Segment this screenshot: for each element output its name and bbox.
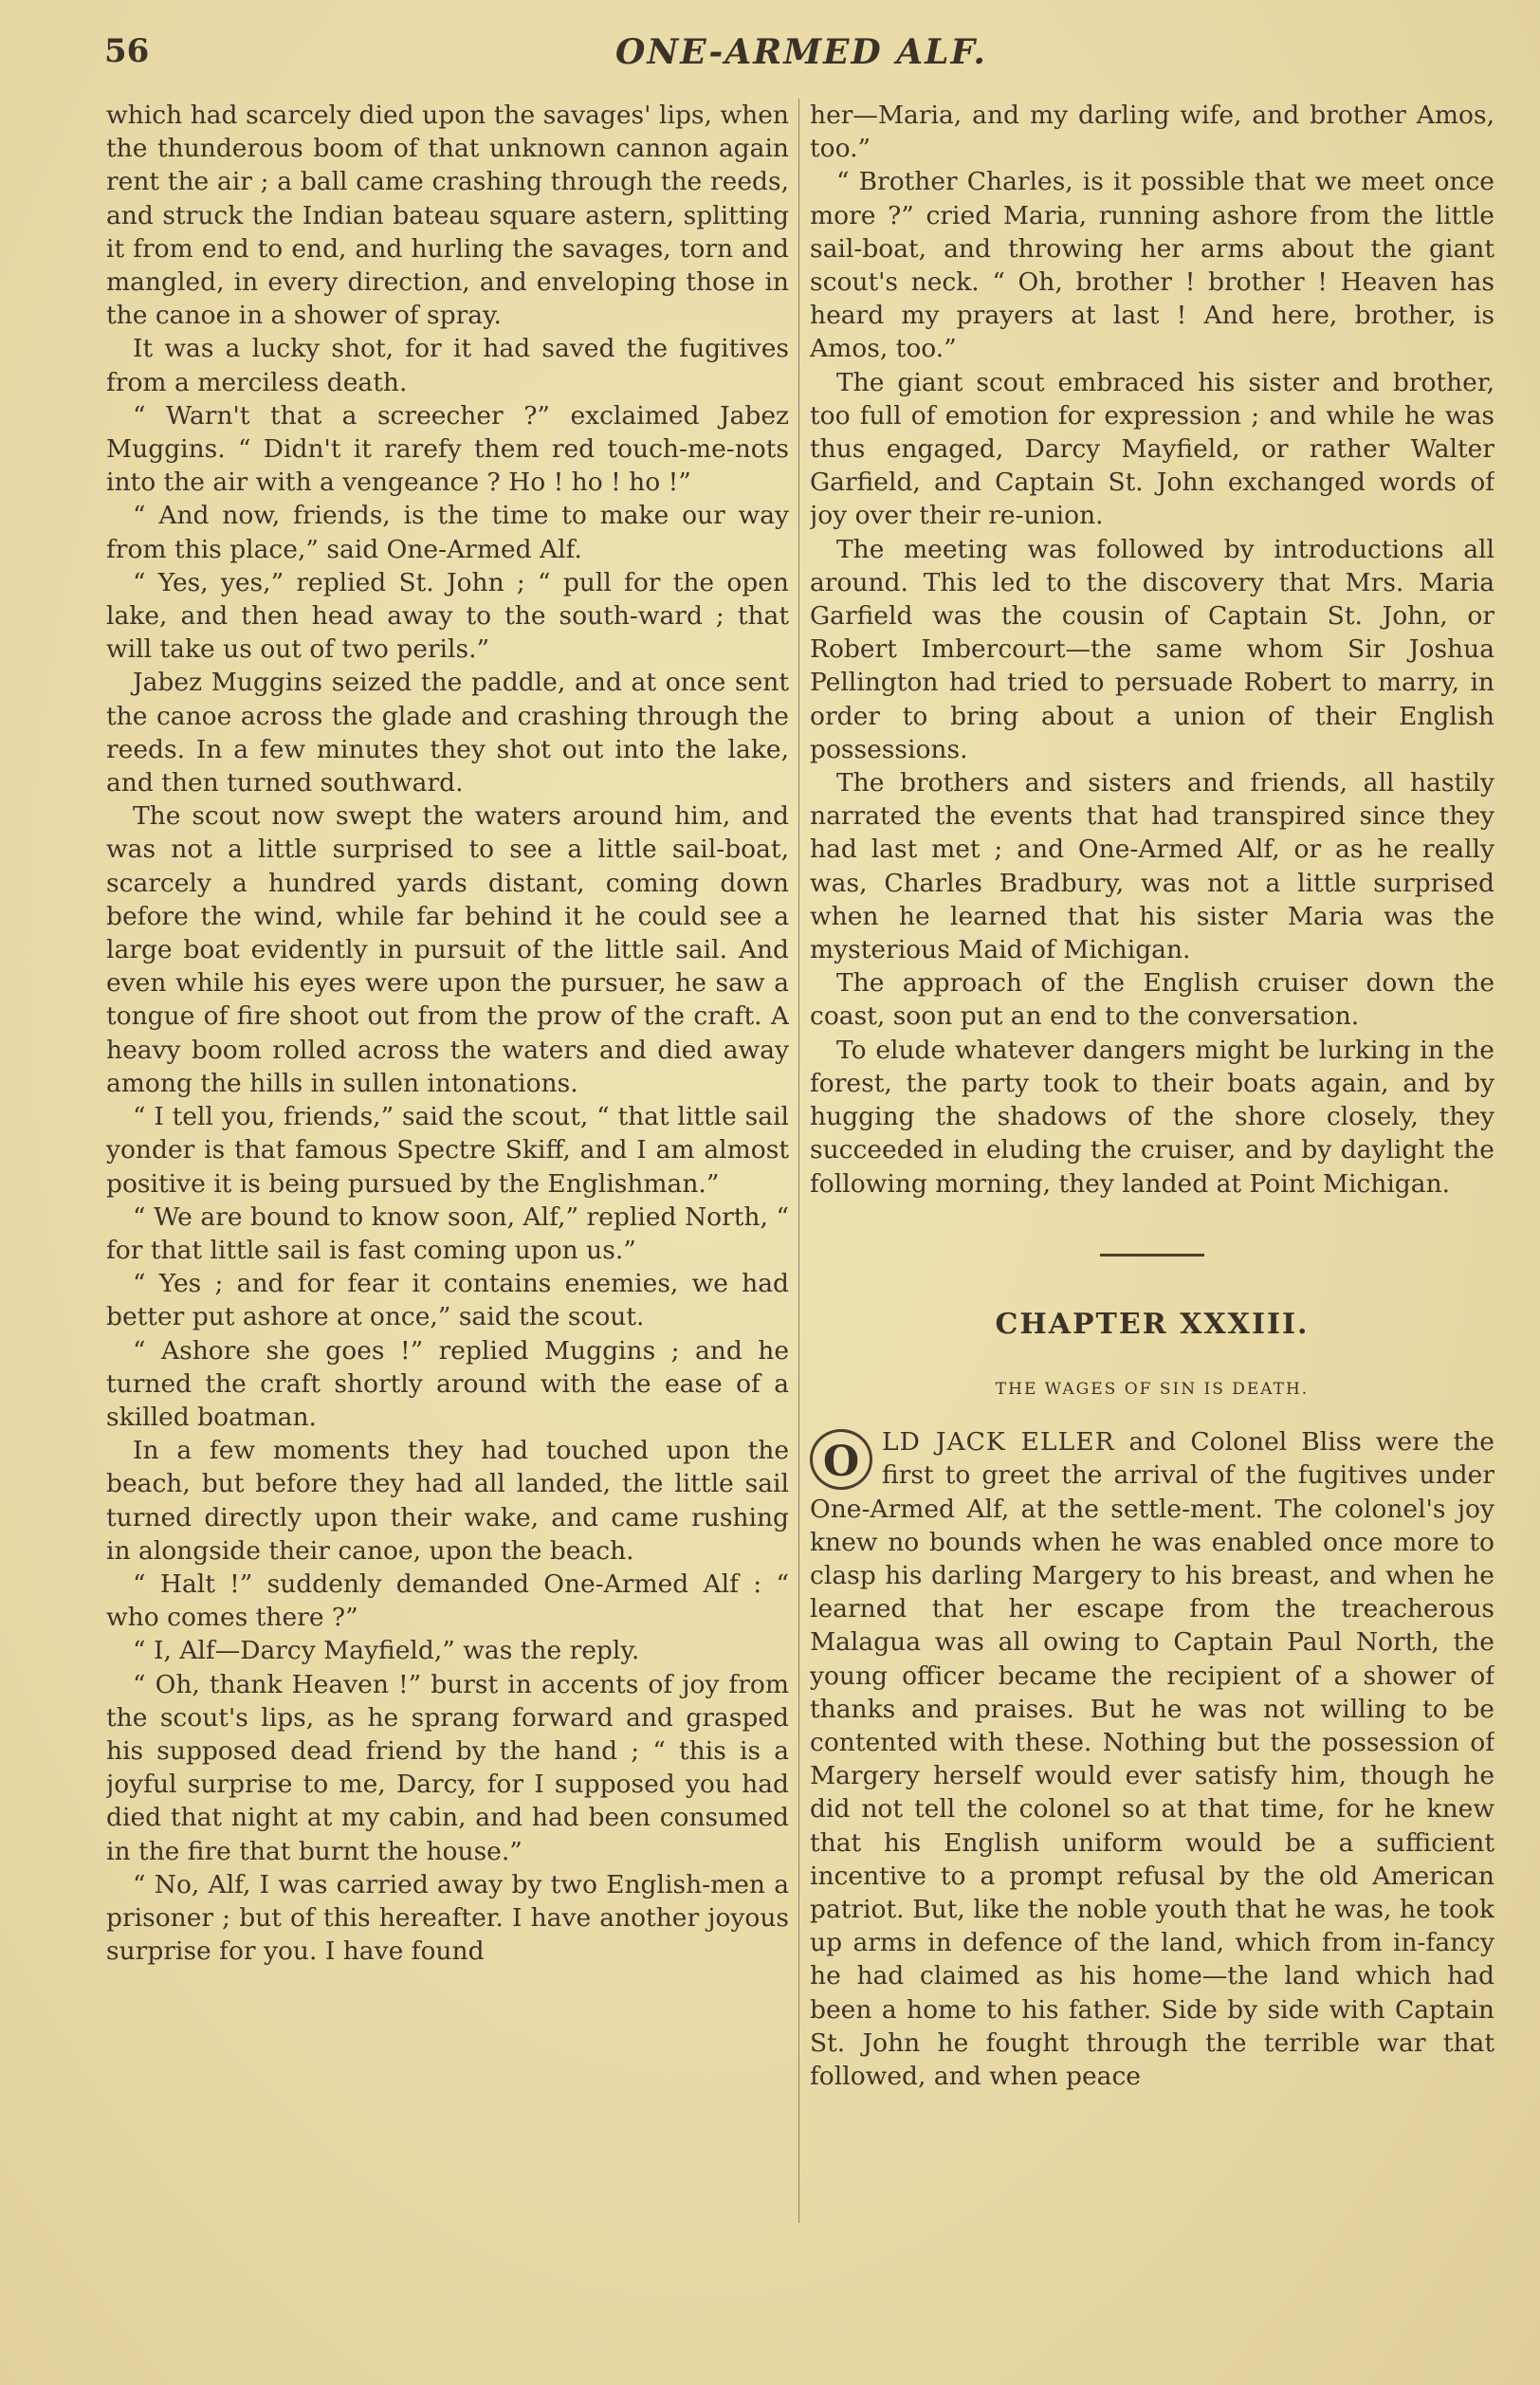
paragraph: To elude whatever dangers might be lurking in the forest, the party took to their boats again, and by hugging the shadows of the shore closely, they succeeded in eluding the cruiser, and by daylight the following morning, they landed at Point Michigan. — [810, 1035, 1494, 1199]
paragraph: “ Brother Charles, is it possible that we meet once more ?” cried Maria, running ashore from the little sail-boat, and throwing her arms about the giant scout's neck. “ Oh, brother ! brother ! Heaven has heard my prayers at last ! And here, brother, is Amos, too.” — [810, 167, 1494, 364]
paragraph: In a few moments they had touched upon the beach, but before they had all landed, the little sail turned directly upon their wake, and came rushing in alongside their canoe, upon the beach. — [106, 1436, 789, 1566]
paragraph: The brothers and sisters and friends, all hastily narrated the events that had transpired since they had last met ; and One-Armed Alf, or as he really was, Charles Bradbury, was not a little surprised when he learned that his sister Maria was the mysterious Maid of Michigan. — [810, 768, 1494, 965]
paragraph: “ I tell you, friends,” said the scout, “ that little sail yonder is that famous Spectre Skiff, and I am almost positive it is being pursued by the Englishman.” — [106, 1102, 789, 1199]
paragraph: “ Yes ; and for fear it contains enemies, we had better put ashore at once,” said the scout. — [106, 1269, 789, 1332]
paragraph: “ Oh, thank Heaven !” burst in accents of joy from the scout's lips, as he sprang forward and grasped his supposed dead friend by the hand ; “ this is a joyful surprise to me, Darcy, for I supposed you had died that night at my cabin, and had been consumed in the fire that burnt the house.” — [106, 1669, 789, 1866]
section-divider — [1100, 1254, 1204, 1257]
paragraph: “ Halt !” suddenly demanded One-Armed Alf : “ who comes there ?” — [106, 1569, 789, 1633]
page-number: 56 — [104, 32, 150, 70]
paragraph: “ I, Alf—Darcy Mayfield,” was the reply. — [133, 1636, 640, 1666]
column-divider — [798, 99, 799, 2223]
paragraph: “ Ashore she goes !” replied Muggins ; and he turned the craft shortly around with the ease of a skilled boatman. — [106, 1335, 789, 1432]
paragraph: which had scarcely died upon the savages' lips, when the thunderous boom of that unknown cannon again rent the air ; a ball came crashing through the reeds, and struck the Indian bateau square astern, splitting it from end to end, and hurling the savages, torn and mangled, in every direction, and enveloping those in the canoe in a shower of spray. — [106, 101, 789, 331]
paragraph: The meeting was followed by introductions all around. This led to the discovery that Mrs. Maria Garfield was the cousin of Captain St. John, or Robert Imbercourt—the same whom Sir Joshua Pellington had tried to persuade Robert to marry, in order to bring about a union of their English possessions. — [810, 534, 1494, 764]
page-header — [104, 32, 1498, 89]
paragraph: The giant scout embraced his sister and brother, too full of emotion for expression ; and while he was thus engaged, Darcy Mayfield, or rather Walter Garfield, and Captain St. John exchanged words of joy over their re-union. — [810, 367, 1494, 531]
paragraph: “ Warn't that a screecher ?” exclaimed Jabez Muggins. “ Didn't it rarefy them red touch-me-nots into the air with a vengeance ? Ho ! ho ! ho !” — [106, 400, 789, 498]
paragraph: “ And now, friends, is the time to make our way from this place,” said One-Armed Alf. — [106, 501, 789, 564]
chapter-subtitle: THE WAGES OF SIN IS DEATH. — [995, 1379, 1310, 1399]
paragraph: The approach of the English cruiser down the coast, soon put an end to the conversation. — [810, 968, 1494, 1032]
paragraph: “ Yes, yes,” replied St. John ; “ pull for the open lake, and then head away to the south-ward ; that will take us out of two perils.” — [106, 567, 789, 665]
chapter-title: CHAPTER XXXIII. — [995, 1307, 1310, 1341]
paragraph: Jabez Muggins seized the paddle, and at once sent the canoe across the glade and crashing through the reeds. In a few minutes they shot out into the lake, and then turned southward. — [106, 668, 789, 798]
chapter-opening-paragraph — [810, 1425, 1494, 2093]
paragraph: her—Maria, and my darling wife, and brother Amos, too.” — [810, 101, 1494, 164]
left-column — [106, 99, 789, 2308]
opening-first-words: LD JACK ELLER — [882, 1427, 1115, 1458]
drop-cap: O — [810, 1429, 872, 1490]
paragraph: “ We are bound to know soon, Alf,” replied North, “ for that little sail is fast coming upon us.” — [106, 1202, 789, 1265]
opening-text: and Colonel Bliss were the first to greet the arrival of the fugitives under One-Armed Alf, at the settle-ment. The colonel's joy knew no bounds when he was enabled once more to clasp his darling Margery to his breast, and when he learned that her escape from the treacherous Malagua was all owing to Captain Paul North, the young officer became the recipient of a shower of thanks and praises. But he was not willing to be contented with these. Nothing but the possession of Margery herself would ever satisfy him, though he did not tell the colonel so at that time, for he knew that his English uniform would be a sufficient incentive to a prompt refusal by the old American patriot. But, like the noble youth that he was, he took up arms in defence of the land, which from in-fancy he had claimed as his home—the land which had been a home to his father. Side by side with Captain St. John he fought through the terrible war that followed, and when peace — [810, 1427, 1494, 2091]
running-title: ONE-ARMED ALF. — [615, 32, 987, 72]
right-column — [810, 99, 1494, 2308]
paragraph: “ No, Alf, I was carried away by two English-men a prisoner ; but of this hereafter. I have another joyous surprise for you. I have found — [106, 1869, 789, 1967]
paragraph: The scout now swept the waters around him, and was not a little surprised to see a little sail-boat, scarcely a hundred yards distant, coming down before the wind, while far behind it he could see a large boat evidently in pursuit of the little sail. And even while his eyes were upon the pursuer, he saw a tongue of fire shoot out from the prow of the craft. A heavy boom rolled across the waters and died away among the hills in sullen intonations. — [106, 801, 789, 1098]
paragraph: It was a lucky shot, for it had saved the fugitives from a merciless death. — [106, 334, 789, 397]
